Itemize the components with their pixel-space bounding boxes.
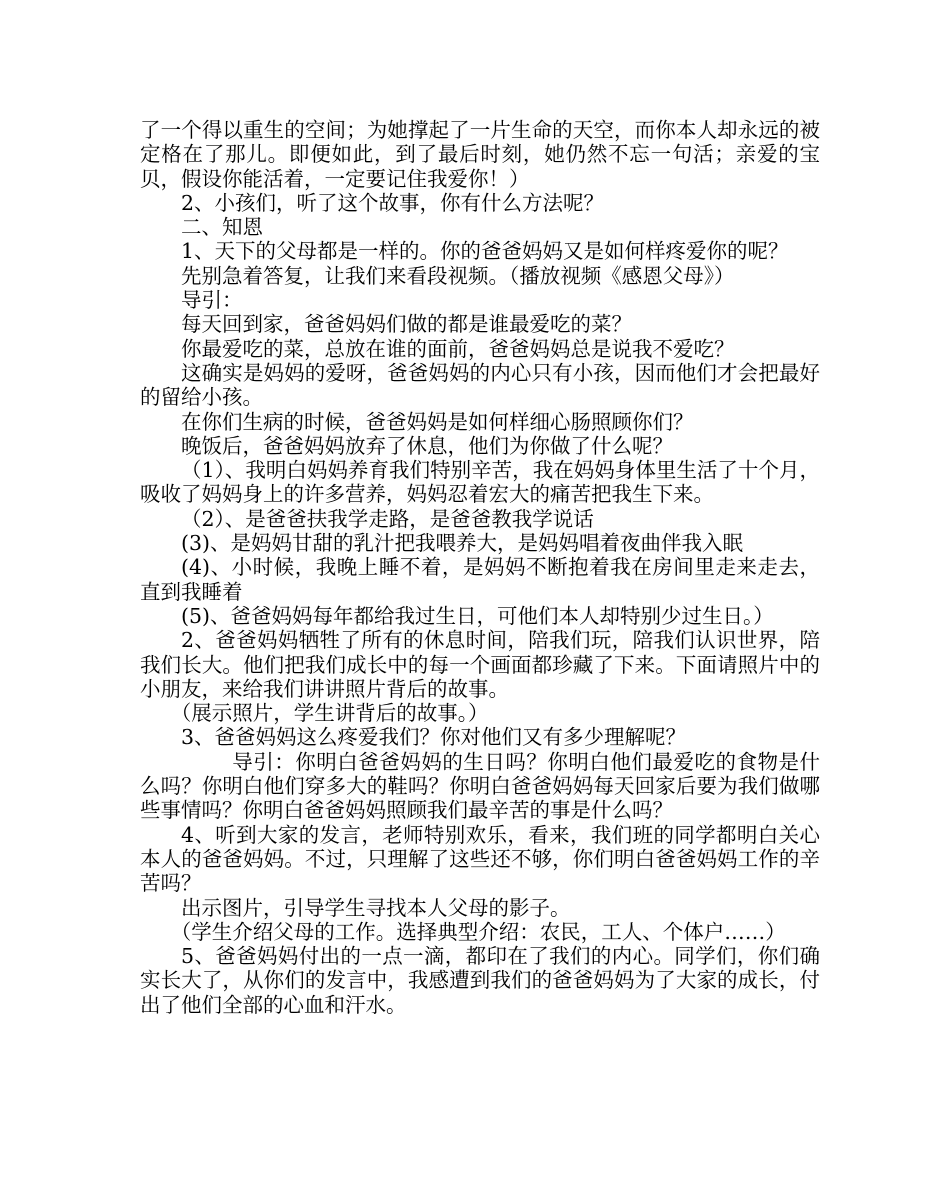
paragraph-guide-q2: 你最爱吃的菜，总放在谁的面前，爸爸妈妈总是说我不爱吃？ <box>181 336 735 361</box>
list-item-4: (4)、小时候，我晚上睡不着，是妈妈不断抱着我在房间里走来走去，直到我睡着 <box>140 555 820 604</box>
paragraph-student-intro: （学生介绍父母的工作。选择典型介绍：农民，工人、个体户……） <box>170 919 786 944</box>
paragraph-parents-love: 这确实是妈妈的爱呀，爸爸妈妈的内心只有小孩，因而他们才会把最好的留给小孩。 <box>140 360 820 410</box>
paragraph-guide-q1: 每天回到家，爸爸妈妈们做的都是谁最爱吃的菜？ <box>181 312 632 337</box>
paragraph-guide-q3: 在你们生病的时候，爸爸妈妈是如何样细心肠照顾你们？ <box>181 409 694 434</box>
list-item-5: (5)、爸爸妈妈每年都给我过生日，可他们本人却特别少过生日。） <box>181 603 774 628</box>
section-heading-zhien: 二、知恩 <box>181 215 263 240</box>
paragraph-story-ending: 了一个得以重生的空间；为她撑起了一片生命的天空，而你本人却永远的被定格在了那儿。即便如此，到了最后时刻，她仍然不忘一句活；亲爱的宝贝，假设你能活着，一定要记住我爱你！） <box>140 118 820 191</box>
paragraph-guide-questions: 导引：你明白爸爸妈妈的生日吗？你明白他们最爱吃的食物是什么吗？你明白他们穿多大的鞋吗？你明白爸爸妈妈每天回家后要为我们做哪些事情吗？你明白爸爸妈妈照顾我们最辛苦的事是什么吗？ <box>140 749 820 823</box>
paragraph-item-3: 3、爸爸妈妈这么疼爱我们？你对他们又有多少理解呢？ <box>181 725 687 750</box>
list-item-2: （2）、是爸爸扶我学走路，是爸爸教我学说话 <box>181 506 594 531</box>
paragraph-guide-q4: 晚饭后，爸爸妈妈放弃了休息，他们为你做了什么呢？ <box>181 433 673 458</box>
list-item-1: （1）、我明白妈妈养育我们特别辛苦，我在妈妈身体里生活了十个月，吸收了妈妈身上的许多营养，妈妈忍着宏大的痛苦把我生下来。 <box>140 458 820 507</box>
list-item-3: (3)、是妈妈甘甜的乳汁把我喂养大，是妈妈唱着夜曲伴我入眠 <box>181 531 744 556</box>
paragraph-guide-label: 导引： <box>181 288 243 313</box>
paragraph-item-5: 5、爸爸妈妈付出的一点一滴，都印在了我们的内心。同学们，你们确实长大了，从你们的发言中，我感遭到我们的爸爸妈妈为了大家的成长，付出了他们全部的心血和汗水。 <box>140 944 820 1017</box>
paragraph-item-2: 2、爸爸妈妈牺牲了所有的休息时间，陪我们玩，陪我们认识世界，陪我们长大。他们把我们成长中的每一个画面都珍藏了下来。下面请照片中的小朋友，来给我们讲讲照片背后的故事。 <box>140 628 820 701</box>
paragraph-video-intro: 先别急着答复，让我们来看段视频。（播放视频《感恩父母》） <box>181 263 735 288</box>
paragraph-photo-note: （展示照片，学生讲背后的故事。） <box>170 701 489 726</box>
paragraph-question-2: 2、小孩们，听了这个故事，你有什么方法呢？ <box>181 190 605 215</box>
paragraph-show-pictures: 出示图片，引导学生寻找本人父母的影子。 <box>181 895 571 920</box>
paragraph-item-4: 4、听到大家的发言，老师特别欢乐，看来，我们班的同学都明白关心本人的爸爸妈妈。不过，只理解了这些还不够，你们明白爸爸妈妈工作的辛苦吗？ <box>140 822 820 896</box>
document-body <box>140 118 820 1017</box>
paragraph-item-1: 1、天下的父母都是一样的。你的爸爸妈妈又是如何样疼爱你的呢？ <box>181 239 789 264</box>
